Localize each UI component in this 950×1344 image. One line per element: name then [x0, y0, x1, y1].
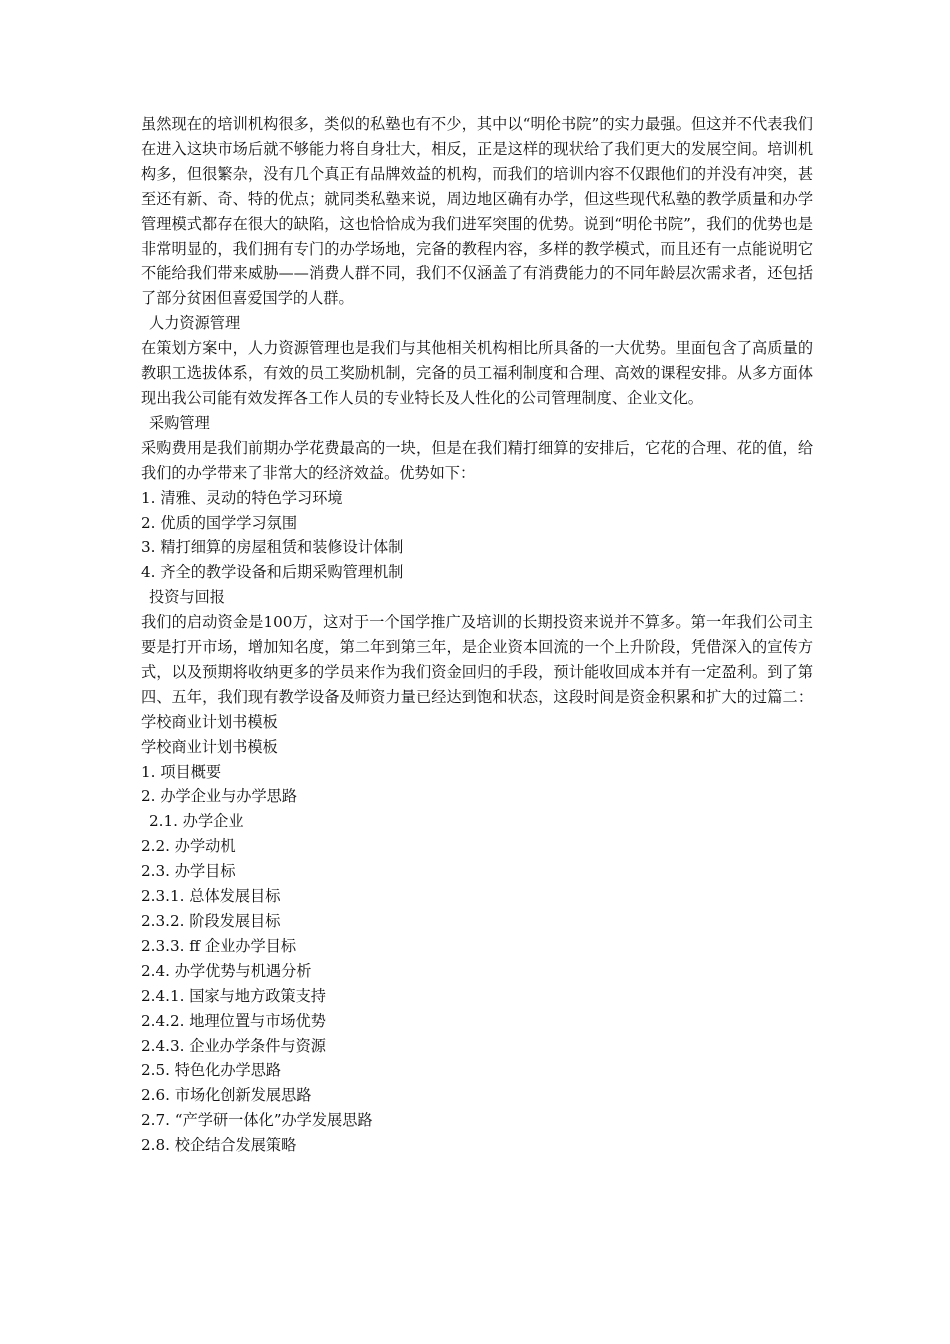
toc-item: 2.5. 特色化办学思路: [141, 1061, 282, 1080]
toc-item: 2.3.3. ff 企业办学目标: [141, 936, 297, 955]
toc-item: 2.4.2. 地理位置与市场优势: [141, 1011, 326, 1030]
section-heading-invest: 投资与回报: [149, 588, 225, 607]
toc-item: 2.1. 办学企业: [149, 812, 244, 831]
section-heading-hr: 人力资源管理: [149, 314, 241, 333]
toc-item: 2.8. 校企结合发展策略: [141, 1136, 297, 1155]
toc-item: 2.3.2. 阶段发展目标: [141, 912, 281, 930]
toc-item: 1. 项目概要: [141, 762, 222, 781]
toc-item: 2.4.3. 企业办学条件与资源: [141, 1036, 326, 1055]
list-item: 3. 精打细算的房屋租赁和装修设计体制: [141, 538, 404, 557]
document-body: [141, 112, 813, 1158]
list-item: 2. 优质的国学学习氛围: [141, 513, 298, 532]
section-heading-purchase: 采购管理: [149, 413, 210, 432]
toc-item: 2.3. 办学目标: [141, 862, 236, 881]
hr-paragraph: 在策划方案中，人力资源管理也是我们与其他相关机构相比所具备的一大优势。里面包含了高质量的教职工选拔体系，有效的员工奖励机制，完备的员工福利制度和合理、高效的课程安排。从多方面体现出我公司能有效发挥各工作人员的专业特长及人性化的公司管理制度、企业文化。: [141, 339, 813, 407]
toc-item: 2. 办学企业与办学思路: [141, 787, 298, 806]
intro-paragraph: 虽然现在的培训机构很多，类似的私塾也有不少，其中以“明伦书院”的实力最强。但这并不代表我们在进入这块市场后就不够能力将自身壮大，相反，正是这样的现状给了我们更大的发展空间。培训机构多，但很繁杂，没有几个真正有品牌效益的机构，而我们的培训内容不仅跟他们的并没有冲突，甚至还有新、奇、特的优点；就同类私塾来说，周边地区确有办学，但这些现代私塾的教学质量和办学管理模式都存在很大的缺陷，这也恰恰成为我们进军突围的优势。说到“明伦书院”，我们的优势也是非常明显的，我们拥有专门的办学场地，完备的教程内容，多样的教学模式，而且还有一点能说明它不能给我们带来威胁——消费人群不同，我们不仅涵盖了有消费能力的不同年龄层次需求者，还包括了部分贫困但喜爱国学的人群。: [141, 115, 813, 308]
toc-item: 2.7. “产学研一体化”办学发展思路: [141, 1111, 373, 1130]
table-of-contents: [141, 760, 813, 1159]
toc-item: 2.4. 办学优势与机遇分析: [141, 961, 312, 980]
toc-item: 2.6. 市场化创新发展思路: [141, 1086, 312, 1105]
purchase-paragraph: 采购费用是我们前期办学花费最高的一块，但是在我们精打细算的安排后，它花的合理、花的值，给我们的办学带来了非常大的经济效益。优势如下：: [141, 438, 813, 482]
toc-item: 2.4.1. 国家与地方政策支持: [141, 986, 326, 1005]
advantage-list: [141, 486, 813, 586]
toc-item: 2.2. 办学动机: [141, 837, 236, 856]
invest-paragraph: 我们的启动资金是100万，这对于一个国学推广及培训的长期投资来说并不算多。第一年我们公司主要是打开市场，增加知名度，第二年到第三年，是企业资本回流的一个上升阶段，凭借深入的宣传方式，以及预期将收纳更多的学员来作为我们资金回归的手段，预计能收回成本并有一定盈利。到了第四、五年，我们现有教学设备及师资力量已经达到饱和状态，这段时间是资金积累和扩大的过篇二：学校商业计划书模板: [141, 613, 813, 731]
list-item: 1. 清雅、灵动的特色学习环境: [141, 488, 343, 507]
toc-title: 学校商业计划书模板: [141, 737, 278, 756]
list-item: 4. 齐全的教学设备和后期采购管理机制: [141, 563, 404, 582]
toc-item: 2.3.1. 总体发展目标: [141, 887, 281, 906]
